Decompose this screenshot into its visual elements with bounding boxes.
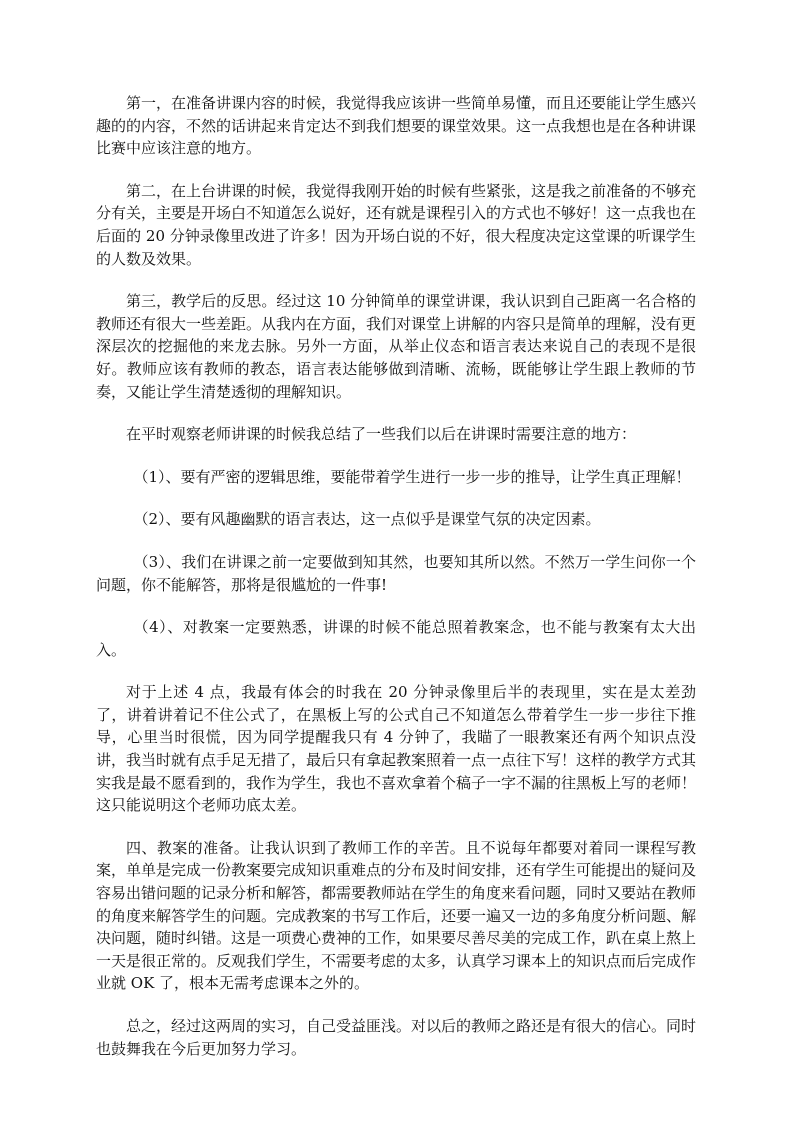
- paragraph-summary-intro: 在平时观察老师讲课的时候我总结了一些我们以后在讲课时需要注意的地方：: [126, 425, 637, 444]
- list-item-2: （2）、要有风趣幽默的语言表达，这一点似乎是课堂气氛的决定因素。: [133, 510, 601, 529]
- list-item-4: （4）、对教案一定要熟悉，讲课的时候不能总照着教案念，也不能与教案有太大出入。: [96, 618, 696, 659]
- list-item-3: （3）、我们在讲课之前一定要做到知其然，也要知其所以然。不然万一学生问你一个问题，你不能解答，那将是很尴尬的一件事!: [96, 552, 696, 594]
- paragraph-third-point: 第三，教学后的反思。经过这 10 分钟简单的课堂讲课，我认识到自己距离一名合格的教师还有很大一些差距。从我内在方面，我们对课堂上讲解的内容只是简单的理解，没有更深层次的挖掘他的来龙去脉。另外一方面，从举止仪态和语言表达来说自己的表现不是很好。教师应该有教师的教态，语言表达能够做到清晰、流畅，既能够让学生跟上教师的节奏，又能让学生清楚透彻的理解知识。: [96, 292, 697, 401]
- paragraph-lesson-plan: 四、教案的准备。让我认识到了教师工作的辛苦。且不说每年都要对着同一课程写教案，单单是完成一份教案要完成知识重难点的分布及时间安排，还有学生可能提出的疑问及容易出错问题的记录分析和解答，都需要教师站在学生的角度来看问题，同时又要站在教师的角度来解答学生的问题。完成教案的书写工作后，还要一遍又一边的多角度分析问题、解决问题，随时纠错。这是一项费心费神的工作，如果要尽善尽美的完成工作，趴在桌上熬上一天是很正常的。反观我们学生，不需要考虑的太多，认真学习课本上的知识点而后完成作业就 OK 了，根本无需考虑课本之外的。: [96, 838, 697, 993]
- document-body: [96, 92, 696, 1080]
- paragraph-conclusion: 总之，经过这两周的实习，自己受益匪浅。对以后的教师之路还是有很大的信心。同时也鼓舞我在今后更加努力学习。: [96, 1017, 697, 1058]
- paragraph-reflection: 对于上述 4 点，我最有体会的时我在 20 分钟录像里后半的表现里，实在是太差劲了，讲着讲着记不住公式了，在黑板上写的公式自己不知道怎么带着学生一步一步往下推导，心里当时很慌，因为同学提醒我只有 4 分钟了，我瞄了一眼教案还有两个知识点没讲，我当时就有点手足无措了，最后只有拿起教案照着一点一点往下写！这样的教学方式其实我是最不愿看到的，我作为学生，我也不喜欢拿着个稿子一字不漏的往黑板上写的老师！这只能说明这个老师功底太差。: [96, 683, 697, 815]
- list-item-1: （1）、要有严密的逻辑思维，要能带着学生进行一步一步的推导，让学生真正理解！: [133, 467, 691, 486]
- paragraph-second-point: 第二，在上台讲课的时候，我觉得我刚开始的时候有些紧张，这是我之前准备的不够充分有关，主要是开场白不知道怎么说好，还有就是课程引入的方式也不够好！这一点我也在后面的 20 分钟录像里改进了许多！因为开场白说的不好，很大程度决定这堂课的听课学生的人数及效果。: [96, 181, 697, 268]
- paragraph-first-point: 第一，在准备讲课内容的时候，我觉得我应该讲一些简单易懂，而且还要能让学生感兴趣的的内容，不然的话讲起来肯定达不到我们想要的课堂效果。这一点我想也是在各种讲课比赛中应该注意的地方。: [96, 94, 697, 158]
